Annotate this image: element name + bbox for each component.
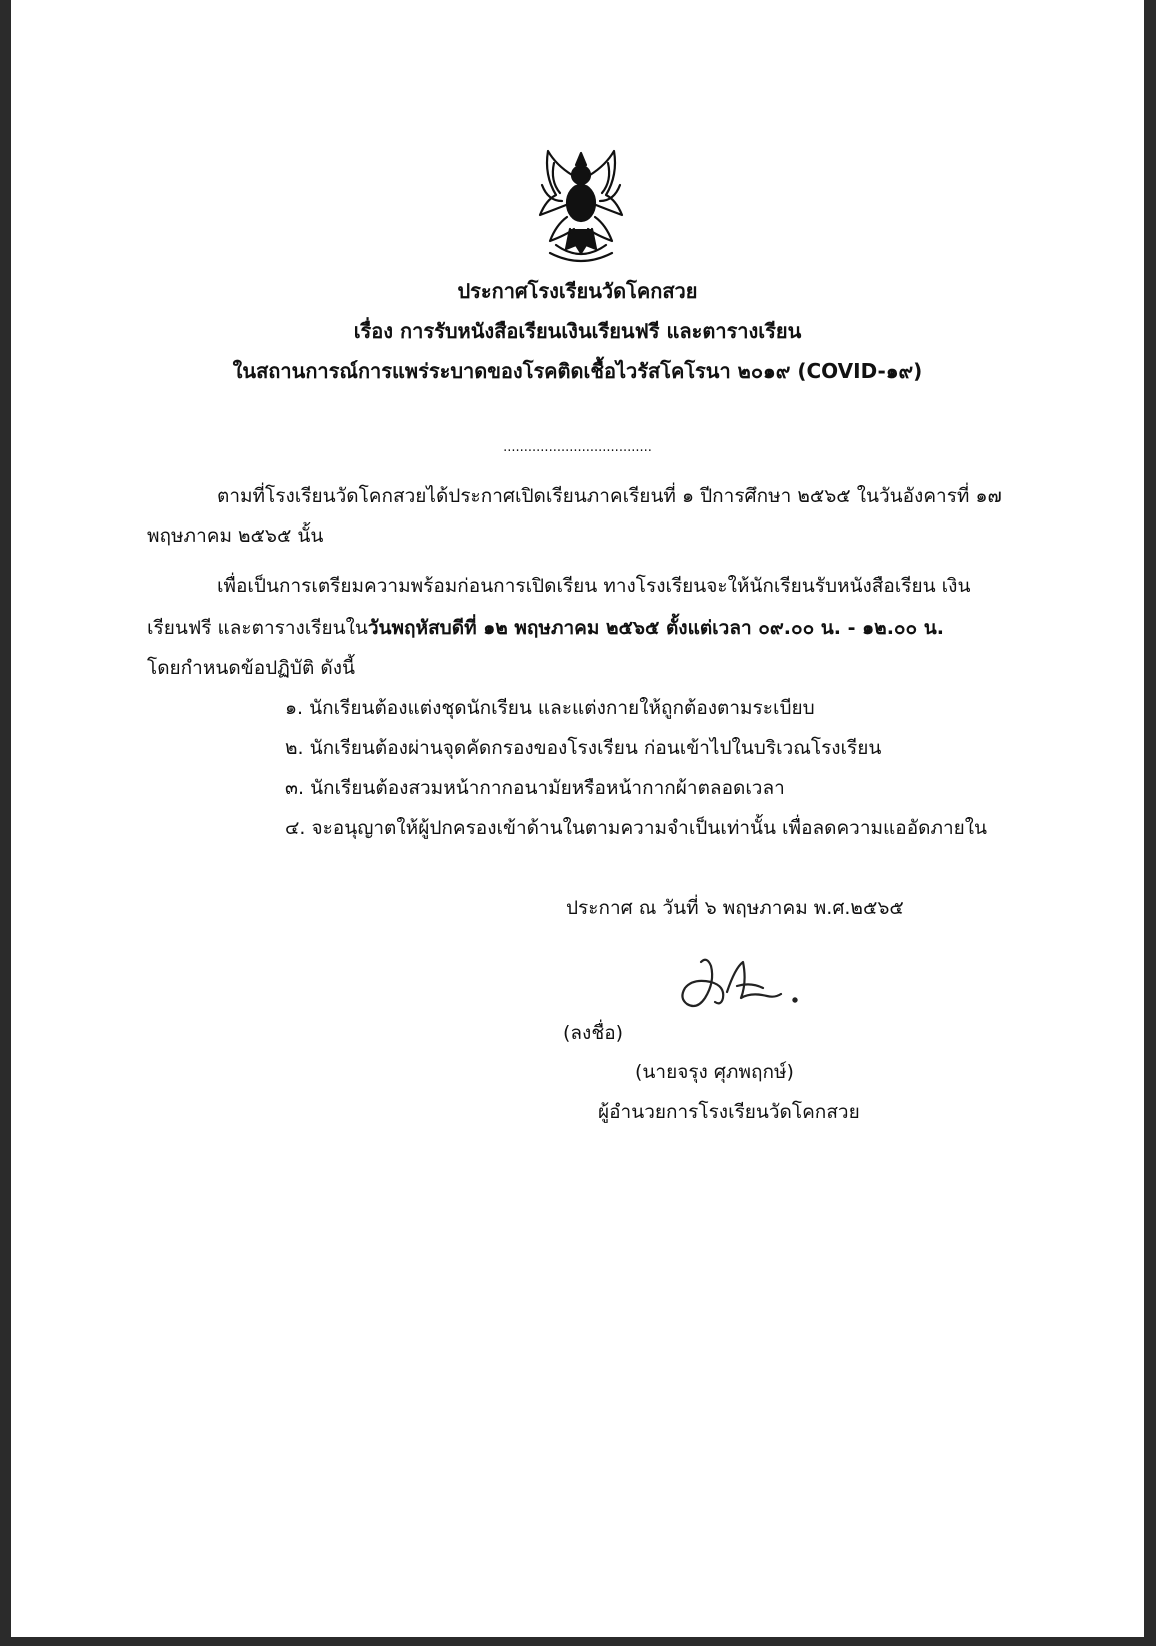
- rule-item-2: ๒. นักเรียนต้องผ่านจุดคัดกรองของโรงเรียน ก่อนเข้าไปในบริเวณโรงเรียน: [285, 737, 882, 759]
- paragraph-1-line-2: พฤษภาคม ๒๕๖๕ นั้น: [147, 525, 324, 547]
- rule-item-4: ๔. จะอนุญาตให้ผู้ปกครองเข้าด้านในตามความจำเป็นเท่านั้น เพื่อลดความแออัดภายใน: [285, 817, 988, 839]
- garuda-emblem-icon: [526, 145, 636, 265]
- signature-label: (ลงชื่อ): [563, 1022, 624, 1044]
- pickup-date-time: วันพฤหัสบดีที่ ๑๒ พฤษภาคม ๒๕๖๕ ตั้งแต่เวลา ๐๙.๐๐ น. - ๑๒.๐๐ น.: [367, 617, 944, 639]
- paragraph-2-line-2-text: เรียนฟรี และตารางเรียนใน: [147, 617, 368, 639]
- paragraph-2-line-1: เพื่อเป็นการเตรียมความพร้อมก่อนการเปิดเรียน ทางโรงเรียนจะให้นักเรียนรับหนังสือเรียน เงิน: [217, 575, 971, 597]
- dotted-separator: ....................................: [503, 440, 652, 455]
- announcement-title: ประกาศโรงเรียนวัดโคกสวย: [457, 279, 698, 303]
- paragraph-2-line-3: โดยกำหนดข้อปฏิบัติ ดังนี้: [147, 657, 355, 679]
- paragraph-2-line-2: [147, 614, 944, 642]
- announcement-subject: เรื่อง การรับหนังสือเรียนเงินเรียนฟรี และตารางเรียน: [353, 319, 802, 343]
- rule-item-1: ๑. นักเรียนต้องแต่งชุดนักเรียน และแต่งกายให้ถูกต้องตามระเบียบ: [285, 697, 815, 719]
- rule-item-3: ๓. นักเรียนต้องสวมหน้ากากอนามัยหรือหน้ากากผ้าตลอดเวลา: [285, 777, 785, 799]
- announcement-date: ประกาศ ณ วันที่ ๖ พฤษภาคม พ.ศ.๒๕๖๕: [566, 897, 904, 919]
- signer-title: ผู้อำนวยการโรงเรียนวัดโคกสวย: [598, 1101, 860, 1123]
- handwritten-signature-icon: [671, 952, 811, 1022]
- paragraph-1-line-1: ตามที่โรงเรียนวัดโคกสวยได้ประกาศเปิดเรียนภาคเรียนที่ ๑ ปีการศึกษา ๒๕๖๕ ในวันอังคารที่ ๑๗: [217, 485, 1002, 507]
- signer-name: (นายจรุง ศุภพฤกษ์): [635, 1061, 794, 1083]
- announcement-context: ในสถานการณ์การแพร่ระบาดของโรคติดเชื้อไวรัสโคโรนา ๒๐๑๙ (COVID-๑๙): [232, 359, 923, 383]
- document-page: [11, 0, 1144, 1637]
